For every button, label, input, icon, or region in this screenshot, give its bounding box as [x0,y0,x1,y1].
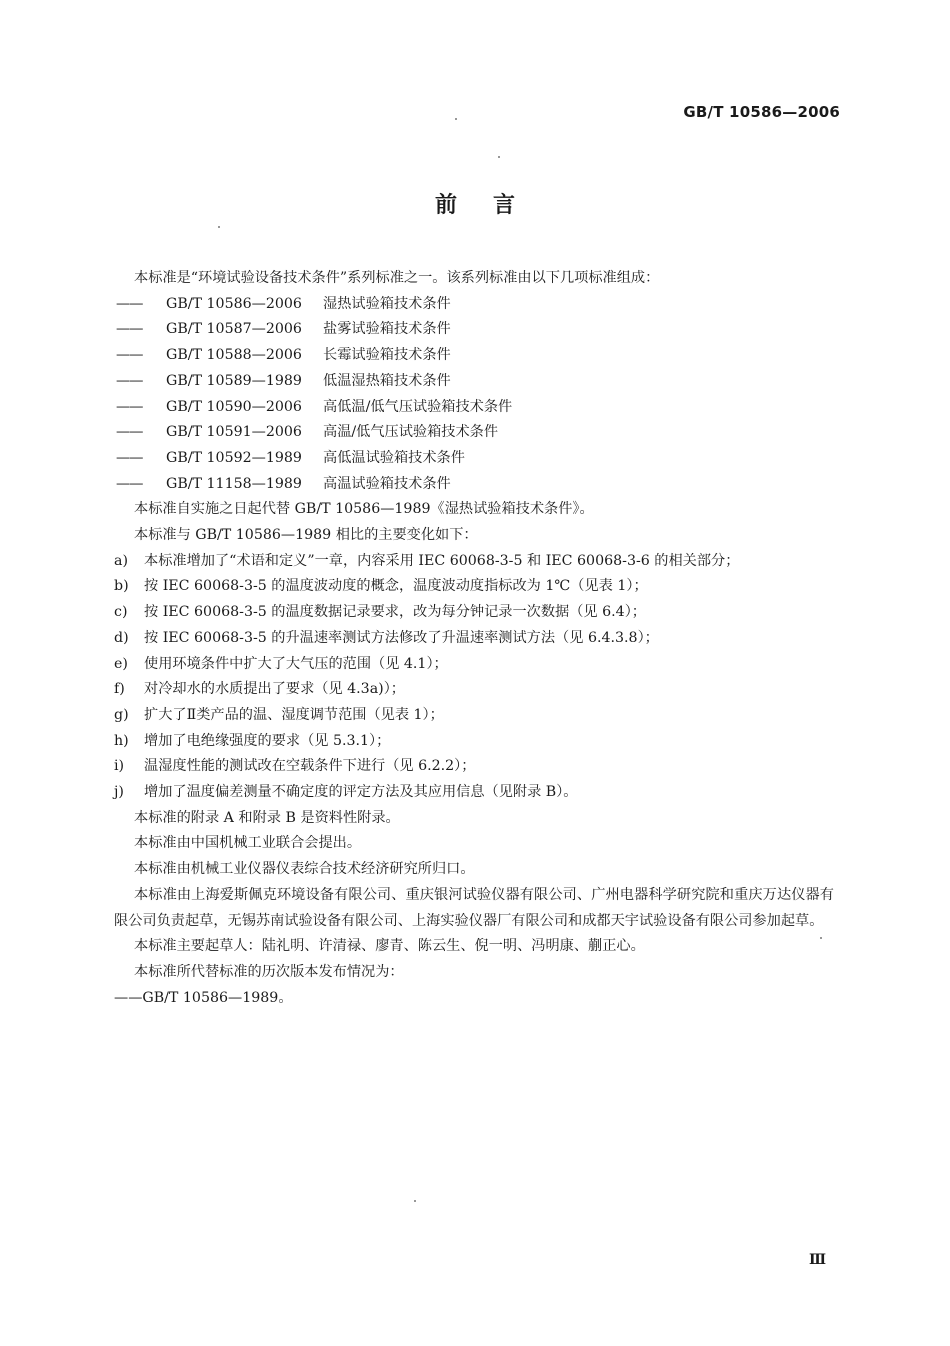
centralized-paragraph: 本标准由机械工业仪器仪表综合技术经济研究所归口。 [134,861,475,878]
series-name: 盐雾试验箱技术条件 [323,321,451,338]
series-item [114,343,834,369]
change-item [114,626,834,652]
change-item [114,729,834,755]
series-item [114,395,834,421]
change-label: c) [114,604,128,621]
series-code: GB/T 10587—2006 [166,321,302,338]
history-item: ——GB/T 10586—1989。 [114,989,293,1006]
change-text: 按 IEC 60068-3-5 的温度波动度的概念，温度波动度指标改为 1℃（见表 1）； [144,578,648,595]
series-item [114,420,834,446]
change-text: 增加了温度偏差测量不确定度的评定方法及其应用信息（见附录 B）。 [144,784,578,801]
change-label: h) [114,732,129,749]
series-dash: —— [116,372,143,389]
series-dash: —— [116,449,143,466]
series-item [114,446,834,472]
change-item [114,652,834,678]
series-dash: —— [116,398,143,415]
series-code: GB/T 10591—2006 [166,424,302,441]
scan-speck [498,156,500,158]
change-text: 对冷却水的水质提出了要求（见 4.3a)）； [144,681,405,698]
page-title [0,188,950,219]
changes-intro: 本标准与 GB/T 10586—1989 相比的主要变化如下： [134,527,478,544]
change-label: b) [114,578,129,595]
change-item [114,703,834,729]
scan-speck [820,937,822,939]
series-code: GB/T 10590—2006 [166,398,302,415]
title-char-2: 言 [493,193,516,218]
series-name: 湿热试验箱技术条件 [323,295,451,312]
series-item [114,472,834,498]
change-label: g) [114,706,129,723]
change-item [114,600,834,626]
series-code: GB/T 11158—1989 [166,475,302,492]
scan-speck [218,226,220,228]
change-label: j) [114,784,124,801]
series-dash: —— [116,321,143,338]
foreword-body [114,266,834,1011]
series-code: GB/T 10588—2006 [166,347,302,364]
history-intro: 本标准所代替标准的历次版本发布情况为： [134,963,404,980]
change-text: 按 IEC 60068-3-5 的温度数据记录要求，改为每分钟记录一次数据（见 6.4）； [144,604,646,621]
change-label: e) [114,655,128,672]
series-code: GB/T 10592—1989 [166,449,302,466]
drafted-paragraph: 本标准由上海爱斯佩克环境设备有限公司、重庆银河试验仪器有限公司、广州电器科学研究院和重庆万达仪器有限公司负责起草，无锡苏南试验设备有限公司、上海实验仪器厂有限公司和成都天宇试验设备有限公司参加起草。 [114,886,834,929]
series-name: 高温/低气压试验箱技术条件 [323,424,499,441]
title-char-1: 前 [434,193,457,218]
series-name: 高温试验箱技术条件 [323,475,451,492]
change-text: 使用环境条件中扩大了大气压的范围（见 4.1）； [144,655,448,672]
change-item [114,754,834,780]
change-item [114,677,834,703]
change-item [114,780,834,806]
annex-paragraph: 本标准的附录 A 和附录 B 是资料性附录。 [134,809,400,826]
scan-speck [455,118,457,120]
series-item [114,369,834,395]
change-text: 扩大了Ⅱ类产品的温、湿度调节范围（见表 1）； [144,706,444,723]
change-label: d) [114,629,129,646]
change-item [114,574,834,600]
intro-paragraph: 本标准是“环境试验设备技术条件”系列标准之一。该系列标准由以下几项标准组成： [134,270,660,286]
change-text: 温湿度性能的测试改在空载条件下进行（见 6.2.2）； [144,758,476,775]
scan-speck [414,1200,416,1202]
change-item [114,549,834,575]
series-dash: —— [116,475,143,492]
page-number: Ⅲ [808,1252,826,1268]
series-code: GB/T 10589—1989 [166,372,302,389]
series-dash: —— [116,424,143,441]
series-item [114,317,834,343]
series-code: GB/T 10586—2006 [166,295,302,312]
change-text: 按 IEC 60068-3-5 的升温速率测试方法修改了升温速率测试方法（见 6.4.3.8）； [144,629,659,646]
standard-code-header: GB/T 10586—2006 [683,103,840,121]
drafters-paragraph: 本标准主要起草人：陆礼明、许清禄、廖青、陈云生、倪一明、冯明康、蒯正心。 [134,938,645,955]
proposed-paragraph: 本标准由中国机械工业联合会提出。 [134,835,362,852]
change-text: 增加了电绝缘强度的要求（见 5.3.1）； [144,732,391,749]
series-item [114,292,834,318]
series-name: 高低温/低气压试验箱技术条件 [323,398,513,415]
change-label: f) [114,681,125,698]
change-label: a) [114,552,128,569]
series-name: 长霉试验箱技术条件 [323,347,451,364]
series-name: 低温湿热箱技术条件 [323,372,451,389]
change-label: i) [114,758,125,775]
series-dash: —— [116,295,143,312]
series-dash: —— [116,347,143,364]
replace-paragraph: 本标准自实施之日起代替 GB/T 10586—1989《湿热试验箱技术条件》。 [134,501,594,518]
series-name: 高低温试验箱技术条件 [323,449,465,466]
change-text: 本标准增加了“术语和定义”一章，内容采用 IEC 60068-3-5 和 IEC 60068-3-6 的相关部分； [144,552,740,569]
